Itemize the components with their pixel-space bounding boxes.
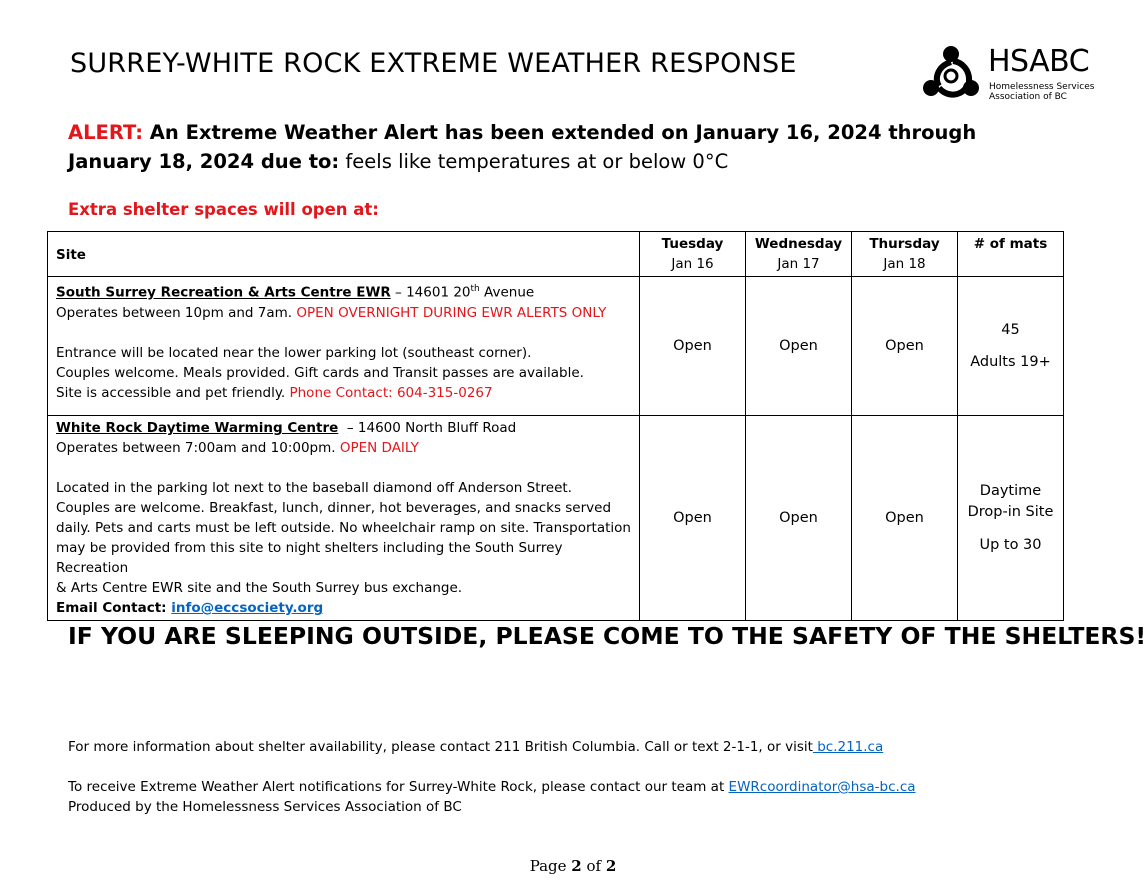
alert-line2-text: feels like temperatures at or below 0°C [339,150,729,173]
hsabc-logo-icon [920,44,982,104]
ewr-coordinator-email-link[interactable]: EWRcoordinator@hsa-bc.ca [728,779,916,795]
header-day1: Tuesday Jan 16 [640,232,746,277]
alert-line1: An Extreme Weather Alert has been extended on January 16, 2024 through [143,121,977,144]
site-name: South Surrey Recreation & Arts Centre EWR [56,284,391,301]
hours-notice: OPEN DAILY [339,440,419,456]
mats-cell: Daytime Drop-in Site Up to 30 [958,416,1064,621]
status-cell: Open [746,277,852,416]
hours-notice: OPEN OVERNIGHT DURING EWR ALERTS ONLY [296,304,607,321]
hsabc-logo [920,44,1095,104]
status-cell: Open [852,416,958,621]
alert-message [68,118,976,176]
phone-contact: Phone Contact: 604-315-0267 [289,384,493,401]
logo-subtitle: Homelessness Services Association of BC [989,82,1095,102]
bc211-link[interactable]: bc.211.ca [812,739,884,755]
status-cell: Open [746,416,852,621]
header-day3: Thursday Jan 18 [852,232,958,277]
site-name: White Rock Daytime Warming Centre [56,420,339,436]
table-row [48,416,1064,621]
shelter-call-to-action: IF YOU ARE SLEEPING OUTSIDE, PLEASE COME TO THE SAFETY OF THE SHELTERS! [68,622,1146,650]
extra-shelter-label: Extra shelter spaces will open at: [68,200,379,219]
shelter-table [47,231,1064,621]
header-site: Site [48,232,640,277]
header-mats: # of mats [958,232,1064,277]
site-cell: White Rock Daytime Warming Centre – 14600 North Bluff Road Operates between 7:00am and 10:00pm. OPEN DAILY Located in the parking lot next to the baseball diamond off Anderson Street. Couples are welcome. Breakfast, lunch, dinner, hot beverages, and snacks served daily. Pets and carts must be left outside. No wheelchair ramp on site. Transportation may be provided from this site to night shelters including the South Surrey Recreation & Arts Centre EWR site and the South Surrey bus exchange. Email Contact: info@eccsociety.org [48,416,640,621]
footer-info: For more information about shelter availability, please contact 211 British Columbia. Call or text 2-1-1, or visit bc.211.ca [68,739,884,755]
site-cell: South Surrey Recreation & Arts Centre EWR – 14601 20th Avenue Operates between 10pm and 7am. OPEN OVERNIGHT DURING EWR ALERTS ONLY Entrance will be located near the lower parking lot (southeast corner). Couples welcome. Meals provided. Gift cards and Transit passes are available. Site is accessible and pet friendly. Phone Contact: 604-315-0267 [48,277,640,416]
footer-notify: To receive Extreme Weather Alert notifications for Surrey-White Rock, please contact our team at EWRcoordinator@hsa-bc.ca [68,779,916,795]
table-header-row [48,232,1064,277]
email-link[interactable]: info@eccsociety.org [171,600,324,616]
footer-produced: Produced by the Homelessness Services Association of BC [68,799,462,815]
status-cell: Open [852,277,958,416]
alert-line2-bold: January 18, 2024 due to: [68,150,340,173]
status-cell: Open [640,277,746,416]
header-day2: Wednesday Jan 17 [746,232,852,277]
table-row [48,277,1064,416]
logo-name: HSABC [988,44,1090,79]
page-title: SURREY-WHITE ROCK EXTREME WEATHER RESPONSE [70,48,797,79]
page-number: Page 2 of 2 [529,857,617,875]
alert-label: ALERT: [68,121,144,144]
mats-cell: 45 Adults 19+ [958,277,1064,416]
status-cell: Open [640,416,746,621]
